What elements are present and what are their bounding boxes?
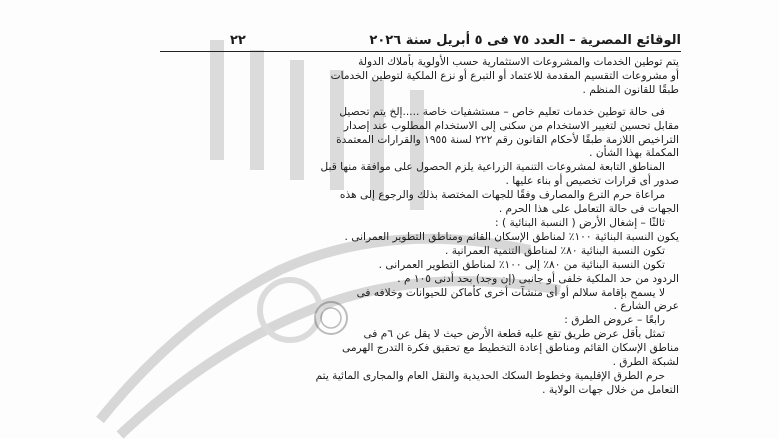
text-line: تكون النسبة البنائية ٨٠٪ لمناطق التنمية العمرانية .	[444, 244, 665, 257]
section-heading: ثالثًا – إشغال الأرض ( النسبة البنائية ) :	[495, 216, 665, 229]
text-line: أو مشروعات التقسيم المقدمة للاعتماد أو التبرع أو نزع الملكية لتوطين الخدمات	[330, 69, 679, 82]
text-line: تكون النسبة البنائية من ٨٠٪ إلى ١٠٠٪ لمناطق التطوير العمرانى .	[378, 258, 665, 271]
header-divider	[160, 51, 681, 52]
text-line: التراخيص اللازمة طبقًا لأحكام القانون رقم ٢٢٢ لسنة ١٩٥٥ والقرارات المعتمدة	[336, 133, 679, 146]
text-line: لا يسمح بإقامة سلالم أو أى منشآت أخرى كأماكن للحيوانات وخلافه فى	[356, 286, 665, 299]
text-line: يكون النسبة البنائية ١٠٠٪ لمناطق الإسكان القائم ومناطق التطوير العمرانى .	[344, 230, 679, 243]
text-line: الجهات فى حالة التعامل على هذا الحرم .	[498, 203, 679, 216]
text-line: طبقًا للقانون المنظم .	[582, 83, 679, 96]
text-line: حرم الطرق الإقليمية وخطوط السكك الحديدية والنقل العام والمجارى المائية يتم	[315, 369, 665, 382]
page-header	[230, 30, 681, 50]
page-number: ٢٢	[230, 32, 246, 48]
text-line: مقابل تحسين لتغيير الاستخدام من سكنى إلى الاستخدام المطلوب عند إصدار	[343, 119, 679, 132]
section-heading: رابعًا – عروض الطرق :	[564, 314, 665, 327]
text-line: تمثل بأقل عرض طريق تقع عليه قطعة الأرض حيث لا يقل عن ٦م فى	[363, 328, 665, 341]
text-line: يتم توطين الخدمات والمشروعات الاستثمارية حسب الأولوية بأملاك الدولة	[358, 56, 679, 68]
seal-stamp	[313, 300, 349, 336]
text-line: صدور أى قرارات تخصيص أو بناء عليها .	[505, 175, 679, 188]
running-title: الوقائع المصرية – العدد ٧٥ فى ٥ أبريل سنة ٢٠٢٦	[369, 32, 681, 48]
document-body	[100, 56, 679, 398]
text-line: عرض الشارع .	[613, 300, 679, 313]
text-line: مناطق الإسكان القائم ومناطق إعادة التخطيط مع تحقيق فكرة التدرج الهرمى	[342, 342, 679, 355]
text-line: التعامل من خلال جهات الولاية .	[542, 383, 679, 396]
text-line: مراعاة حرم الترع والمصارف وفقًا للجهات المختصة بذلك والرجوع إلى هذه	[339, 189, 665, 202]
text-line: المكملة بهذا الشأن .	[589, 147, 679, 160]
text-line: الردود من حد الملكية خلفى أو جانبى (إن وجد) بحد أدنى ١٠٥ م .	[397, 272, 679, 285]
text-line: المناطق التابعة لمشروعات التنمية الزراعية يلزم الحصول على موافقة منها قبل	[320, 161, 665, 174]
text-line: لشبكة الطرق .	[612, 356, 679, 369]
text-line: فى حالة توطين خدمات تعليم خاص – مستشفيات خاصة .....إلخ يتم تحصيل	[339, 105, 665, 118]
